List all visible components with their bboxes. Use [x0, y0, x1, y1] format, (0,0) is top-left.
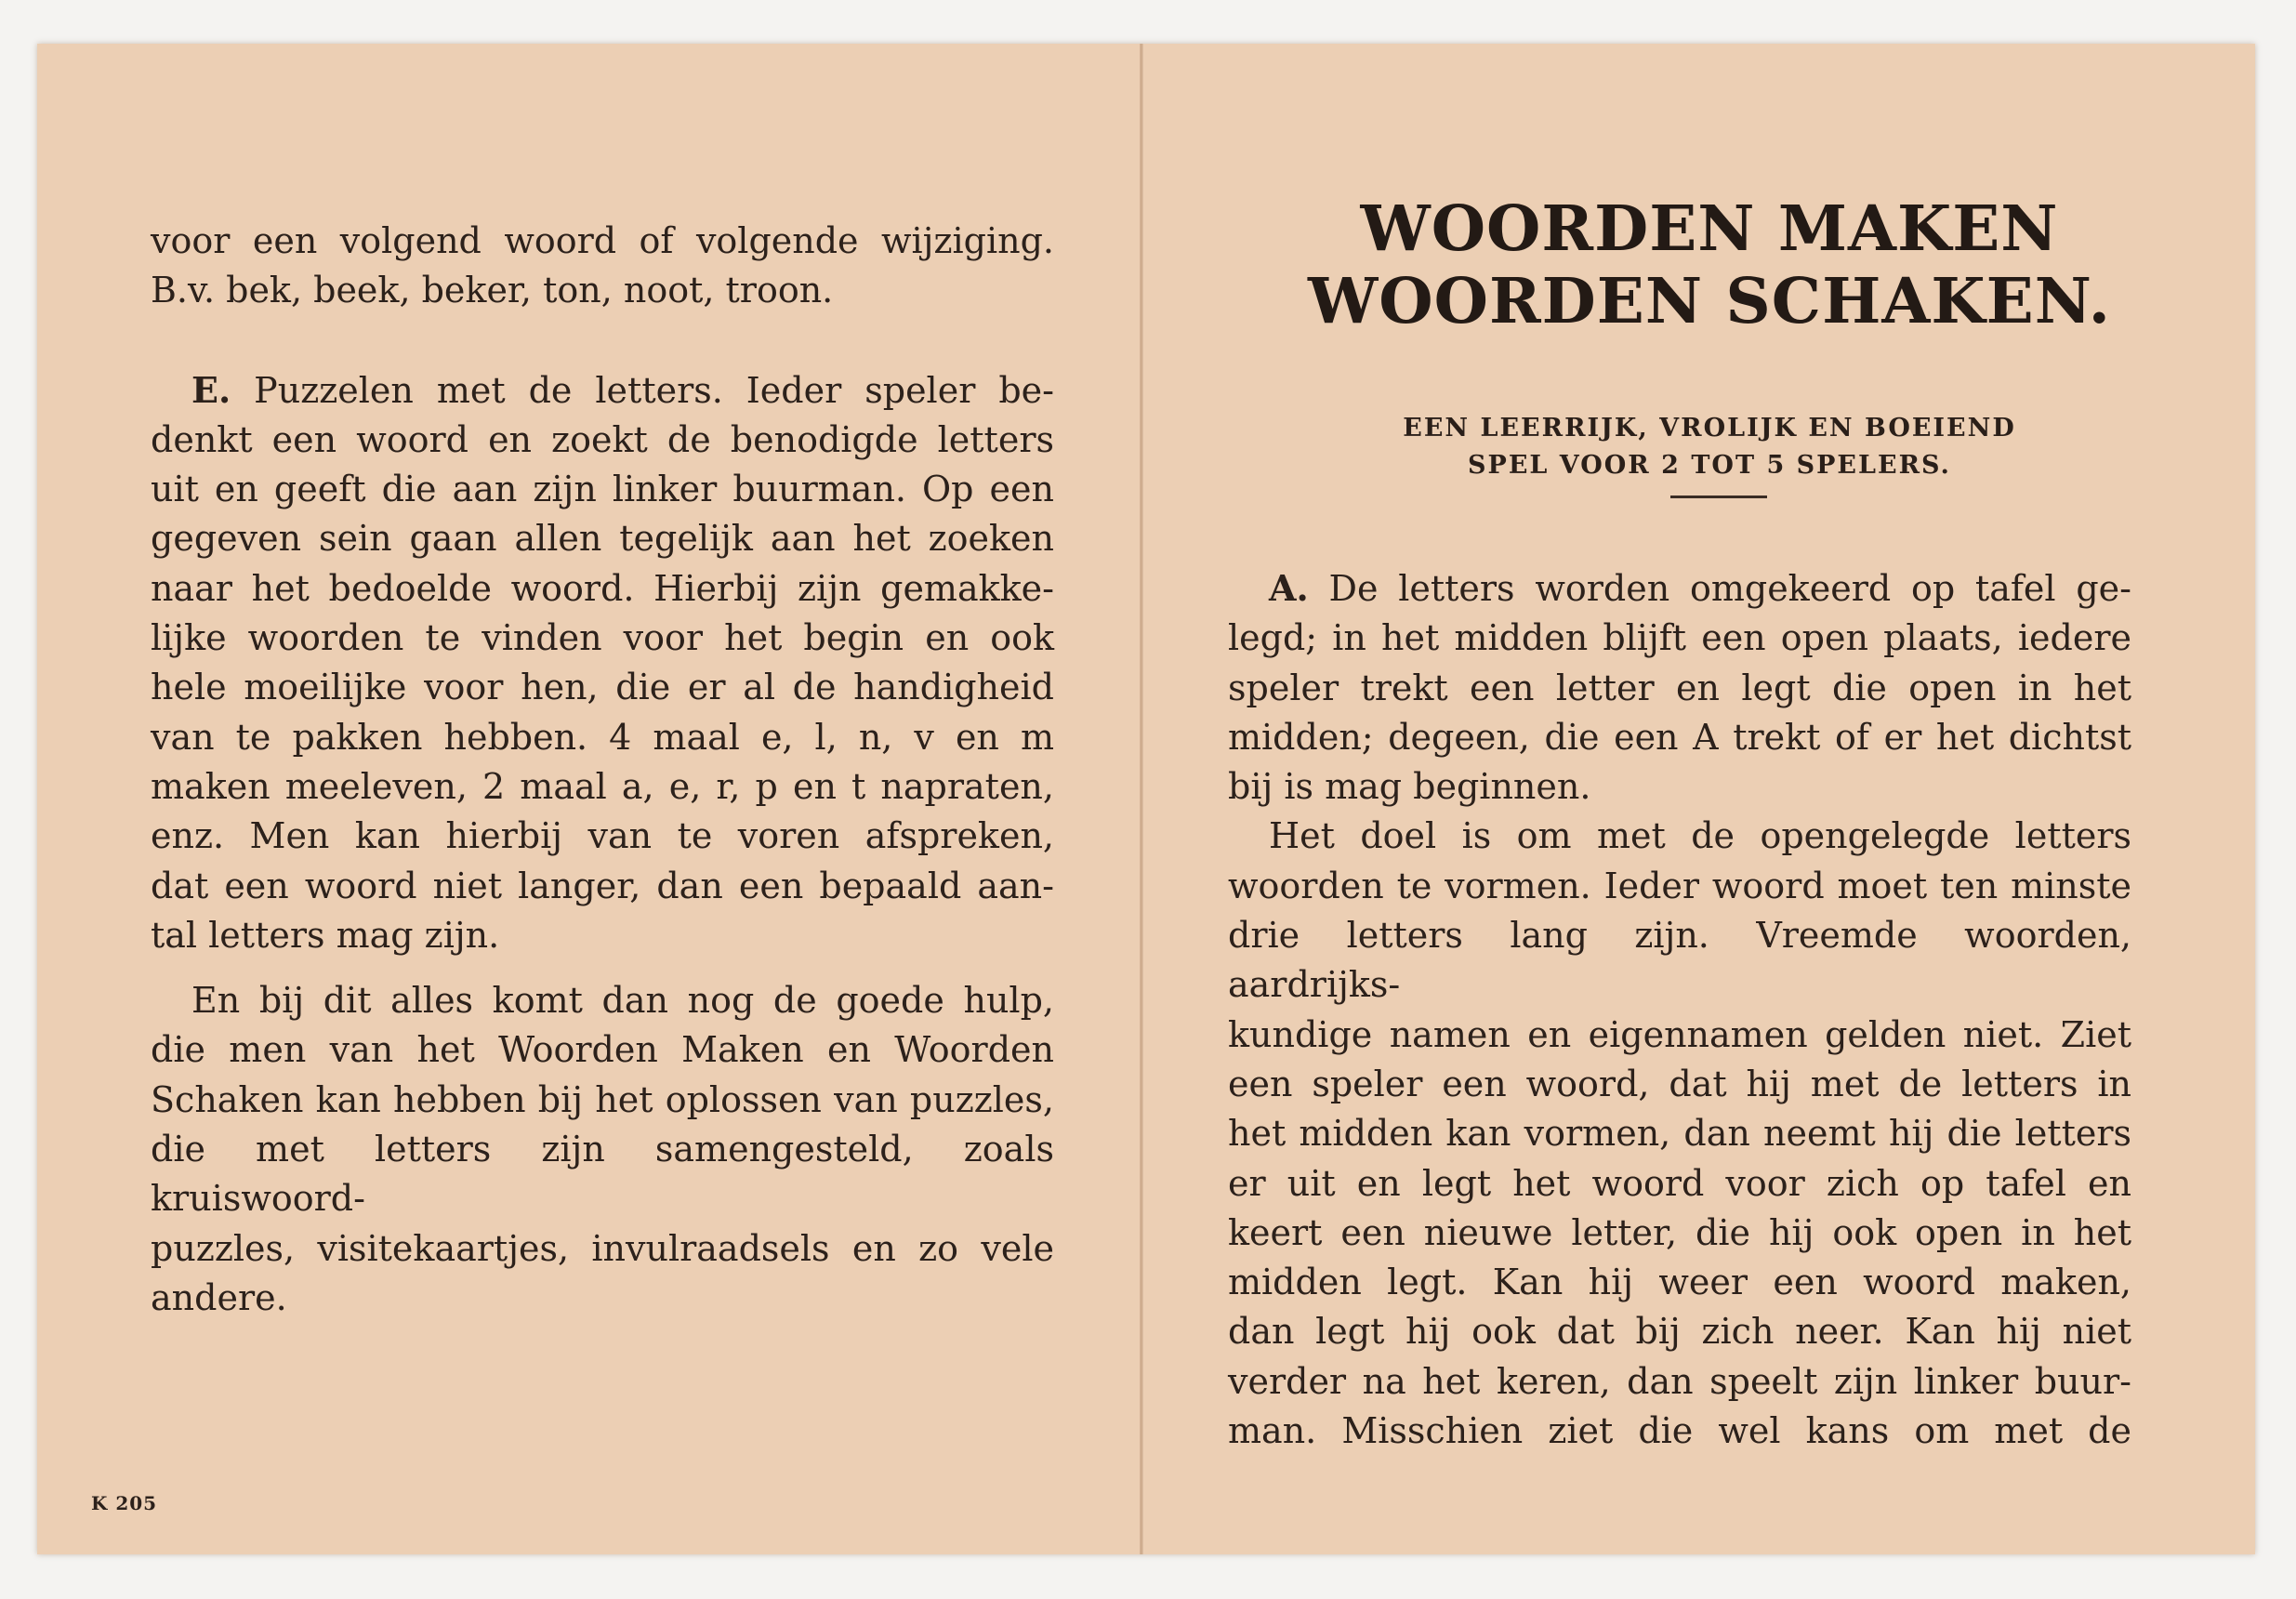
page-title: WOORDEN MAKEN WOORDEN SCHAKEN.: [1308, 192, 2111, 337]
divider-rule: [1670, 496, 1767, 498]
section-label-e: E.: [191, 368, 231, 411]
booklet-spread: [37, 44, 2255, 1554]
right-page: [1143, 44, 2255, 1554]
right-page-body: [1228, 563, 2131, 1456]
left-page-body: [151, 217, 1054, 1323]
paragraph-e: E. Puzzelen met de letters. Ieder speler be- denkt een woord en zoekt de benodigde letters uit en geeft die aan zijn linker buurman. Op een gegeven sein gaan allen tegelijk aan het zoeken naar het bedoelde woord. Hierbij zijn gemakke- lijke woorden te vinden voor het begin en ook hele moeilijke voor hen, die er al de handigheid van te pakken hebben. 4 maal e, l, n, v en m maken meeleven, 2 maal a, e, r, p en t napraten, enz. Men kan hierbij van te voren afspreken, dat een woord niet langer, dan een bepaald aan- tal letters mag zijn.: [151, 368, 1054, 956]
paragraph-continued: voor een volgend woord of volgende wijziging. B.v. bek, beek, beker, ton, noot, troon.: [151, 220, 1054, 311]
left-page: [37, 44, 1140, 1554]
print-code: K 205: [91, 1492, 158, 1514]
section-label-a: A.: [1269, 567, 1309, 609]
page-subtitle: EEN LEERRIJK, VROLIJK EN BOEIEND SPEL VOOR 2 TOT 5 SPELERS.: [1403, 414, 2016, 480]
paragraph-closing: En bij dit alles komt dan nog de goede hulp, die men van het Woorden Maken en Woorden Schaken kan hebben bij het oplossen van puzzles, die met letters zijn samengesteld, zoals kruiswoord- puzzles, visitekaartjes, invulraadsels en zo vele andere.: [151, 980, 1054, 1318]
paragraph-a: A. De letters worden omgekeerd op tafel ge- legd; in het midden blijft een open plaats, iedere speler trekt een letter en legt die open in het midden; degeen, die een A trekt of er het dichtst bij is mag beginnen.: [1228, 567, 2131, 808]
paragraph-doel: Het doel is om met de opengelegde letters woorden te vormen. Ieder woord moet ten minste drie letters lang zijn. Vreemde woorden, aardrijks- kundige namen en eigennamen gelden niet. Ziet een speler een woord, dat hij met de letters in het midden kan vormen, dan neemt hij die letters er uit en legt het woord voor zich op tafel en keert een nieuwe letter, die hij ook open in het midden legt. Kan hij weer een woord maken, dan legt hij ook dat bij zich neer. Kan hij niet verder na het keren, dan speelt zijn linker buur- man. Misschien ziet die wel kans om met de: [1228, 815, 2131, 1452]
